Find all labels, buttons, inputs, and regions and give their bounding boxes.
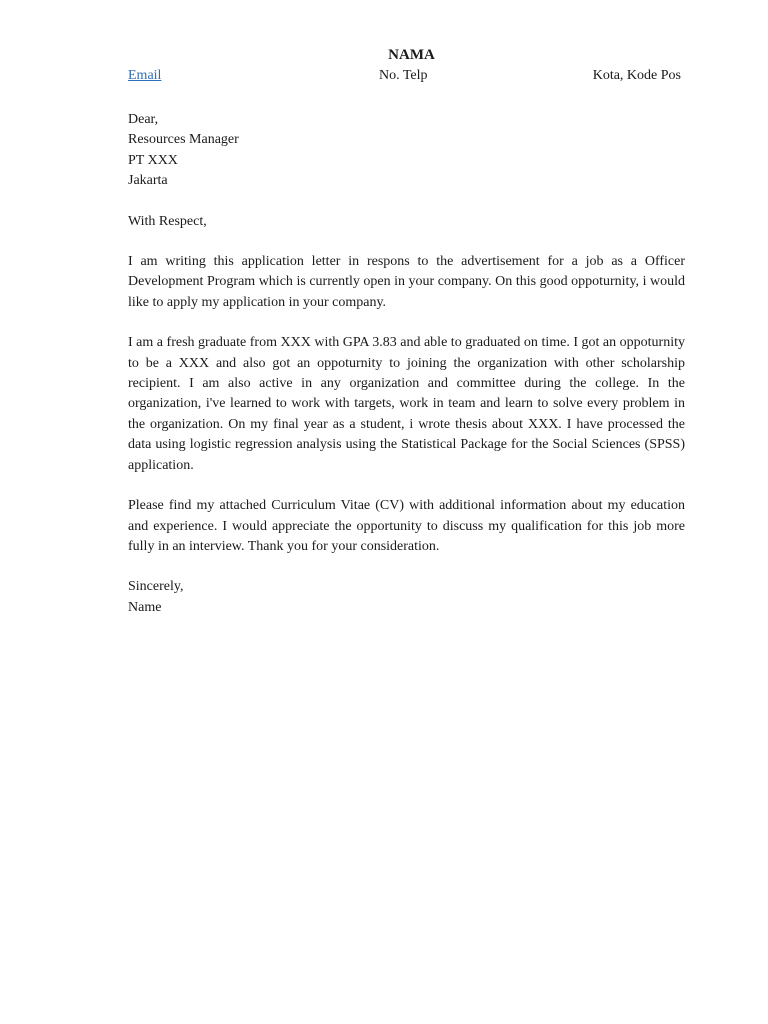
city-postcode-label: Kota, Kode Pos — [592, 68, 681, 83]
contact-info-row — [128, 66, 685, 86]
applicant-name-heading: NAMA — [388, 47, 435, 63]
recipient-company: PT XXX — [128, 152, 178, 168]
recipient-title: Resources Manager — [128, 132, 239, 148]
application-letter — [128, 44, 685, 618]
phone-label: No. Telp — [379, 68, 428, 83]
salutation: Dear, — [128, 112, 159, 127]
recipient-block — [128, 110, 685, 192]
paragraph-closing: Please find my attached Curriculum Vitae (CV) with additional information about my education and experience. I would appreciate the opportunity to discuss my qualification for this job more fully in an interview. Thank you for your consideration. — [128, 498, 685, 554]
paragraph-background: I am a fresh graduate from XXX with GPA 3.83 and able to graduated on time. I got an oppoturnity to be a XXX and also got an oppoturnity to joining the organization with other scholarship recipient. I am also active in any organization and committee during the college. In the organization, i've learned to work with targets, work in team and learn to solve every problem in the organization. On my final year as a student, i wrote thesis about XXX. I have processed the data using logistic regression analysis using the Statistical Package for the Social Sciences (SPSS) application. — [128, 335, 685, 473]
closing-block — [128, 577, 685, 618]
paragraph-intro: I am writing this application letter in respons to the advertisement for a job as a Officer Development Program which is currently open in your company. On this good oppoturnity, i would like to apply my application in your company. — [128, 254, 685, 310]
recipient-city: Jakarta — [128, 173, 168, 189]
signature-name: Name — [128, 599, 162, 615]
email-link[interactable]: Email — [128, 68, 162, 83]
greeting: With Respect, — [128, 213, 207, 229]
signoff: Sincerely, — [128, 579, 184, 595]
